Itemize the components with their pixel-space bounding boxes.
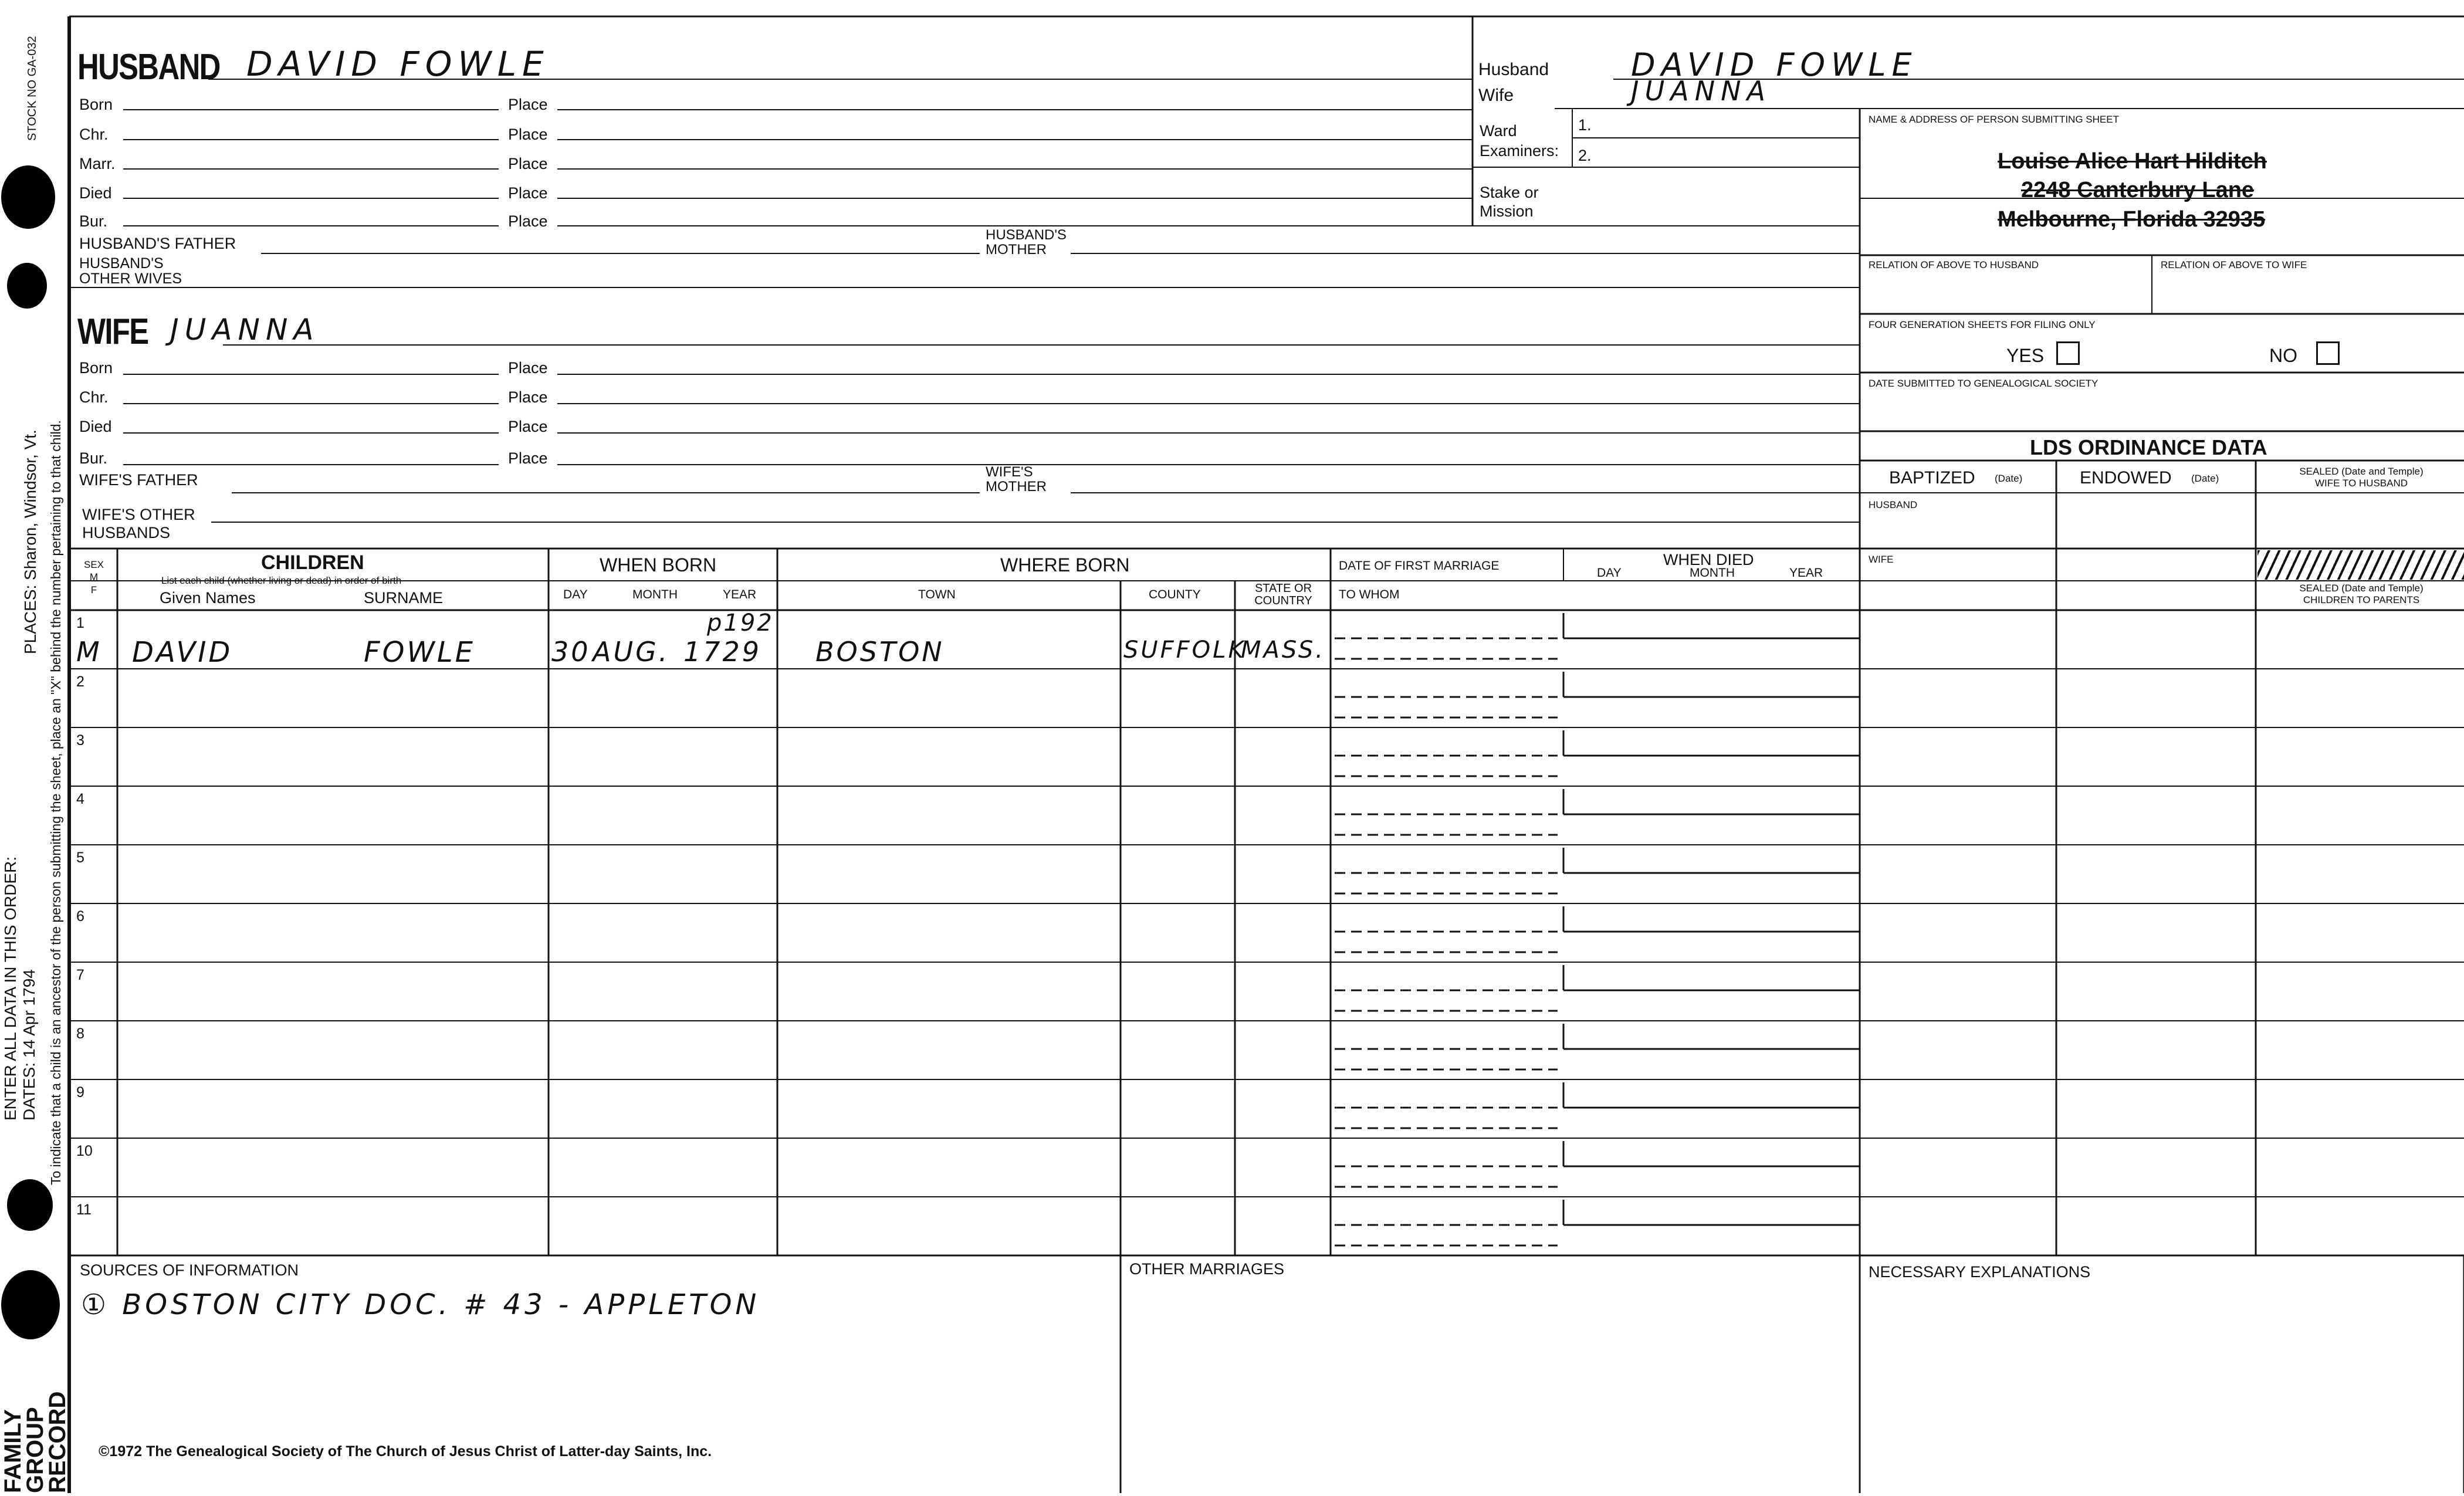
examiners-label: Examiners: — [1480, 142, 1559, 160]
died-day-header: DAY — [1597, 566, 1622, 580]
child-row-number: 3 — [76, 732, 84, 749]
husband-born-label: Born — [79, 96, 113, 113]
other-marriages-label: OTHER MARRIAGES — [1129, 1260, 1285, 1278]
child-birth-month[interactable]: AUG. — [593, 636, 670, 668]
town-header: TOWN — [918, 588, 956, 601]
binder-hole — [1, 1270, 60, 1339]
wife-place-label: Place — [508, 359, 548, 377]
binder-hole — [1, 165, 55, 229]
wife-heading: WIFE — [77, 312, 148, 352]
lds-baptized-date: (Date) — [1995, 473, 2023, 484]
to-whom-header: TO WHOM — [1339, 588, 1400, 601]
lds-endowed-date: (Date) — [2191, 473, 2219, 484]
child-birth-town[interactable]: BOSTON — [815, 636, 945, 668]
child-row-number: 7 — [76, 967, 84, 983]
tr-husband-label: Husband — [1478, 60, 1549, 79]
husband-other-wives-label: HUSBAND'S OTHER WIVES — [79, 255, 182, 287]
given-names-header: Given Names — [160, 589, 256, 607]
surname-header: SURNAME — [364, 589, 444, 607]
children-list-note: List each child (whether living or dead) in order of birth — [161, 575, 402, 586]
born-month-header: MONTH — [632, 588, 678, 601]
lds-endowed: ENDOWED — [2080, 468, 2172, 488]
husband-died-label: Died — [79, 184, 112, 202]
husband-place-label: Place — [508, 126, 548, 143]
lds-title: LDS ORDINANCE DATA — [2030, 435, 2267, 459]
husband-place-label: Place — [508, 96, 548, 113]
child-row-number: 1 — [76, 615, 84, 631]
county-header: COUNTY — [1149, 588, 1201, 601]
wife-chr-label: Chr. — [79, 388, 109, 406]
copyright-notice: ©1972 The Genealogical Society of The Church of Jesus Christ of Latter-day Saints, Inc. — [99, 1443, 712, 1460]
side-order-heading: ENTER ALL DATA IN THIS ORDER: — [1, 856, 19, 1121]
no-label: NO — [2269, 345, 2297, 366]
tr-wife-label: Wife — [1478, 86, 1514, 105]
stock-number: STOCK NO GA-032 — [26, 36, 39, 141]
side-places: PLACES: Sharon, Windsor, Vt. — [21, 429, 39, 654]
child-row-number: 6 — [76, 908, 84, 925]
ward-label: Ward — [1480, 122, 1517, 140]
husband-name[interactable]: DAVID FOWLE — [246, 44, 550, 84]
child-surname[interactable]: FOWLE — [364, 636, 475, 669]
lds-sealed-children: SEALED (Date and Temple) CHILDREN TO PARENTS — [2299, 583, 2424, 605]
tr-wife-value[interactable]: JUANNA — [1631, 75, 1771, 107]
where-born-header: WHERE BORN — [1000, 554, 1130, 576]
child-birth-year[interactable]: 1729 — [683, 636, 762, 668]
relation-husband-label: RELATION OF ABOVE TO HUSBAND — [1869, 259, 2039, 270]
submitter-label: NAME & ADDRESS OF PERSON SUBMITTING SHEET — [1869, 114, 2119, 125]
wife-born-label: Born — [79, 359, 113, 377]
child-row-number: 11 — [76, 1201, 92, 1218]
date-submitted-label: DATE SUBMITTED TO GENEALOGICAL SOCIETY — [1869, 378, 2099, 389]
first-marriage-header: DATE OF FIRST MARRIAGE — [1339, 559, 1500, 573]
child-row-number: 2 — [76, 673, 84, 690]
relation-wife-label: RELATION OF ABOVE TO WIFE — [2161, 259, 2307, 270]
sex-header: SEX M F — [83, 559, 104, 595]
stake-label: Stake or Mission — [1480, 184, 1539, 221]
sealed-hatch — [2257, 550, 2464, 580]
when-born-header: WHEN BORN — [600, 554, 717, 576]
husband-place-label: Place — [508, 212, 548, 230]
four-gen-label: FOUR GENERATION SHEETS FOR FILING ONLY — [1869, 319, 2096, 330]
child-birth-day[interactable]: 30 — [551, 636, 591, 668]
wife-bur-label: Bur. — [79, 449, 108, 467]
sources-label: SOURCES OF INFORMATION — [80, 1261, 299, 1279]
husband-mother-label: HUSBAND'S MOTHER — [986, 227, 1067, 258]
submitter-street[interactable]: 2248 Canterbury Lane — [2021, 178, 2255, 202]
submitter-city[interactable]: Melbourne, Florida 32935 — [1998, 207, 2266, 232]
husband-bur-label: Bur. — [79, 212, 108, 230]
binder-hole — [7, 1179, 53, 1231]
husband-chr-label: Chr. — [79, 126, 109, 143]
died-year-header: YEAR — [1789, 566, 1823, 580]
died-month-header: MONTH — [1690, 566, 1735, 580]
child-row-number: 4 — [76, 791, 84, 807]
wife-mother-label: WIFE'S MOTHER — [986, 464, 1047, 495]
necessary-explanations-label: NECESSARY EXPLANATIONS — [1869, 1263, 2091, 1281]
wife-died-label: Died — [79, 418, 112, 435]
husband-marr-label: Marr. — [79, 155, 116, 172]
wife-place-label: Place — [508, 449, 548, 467]
wife-place-label: Place — [508, 388, 548, 406]
tr-husband-value[interactable]: DAVID FOWLE — [1631, 46, 1918, 83]
no-checkbox[interactable] — [2316, 341, 2340, 365]
wife-place-label: Place — [508, 418, 548, 435]
examiner-2: 2. — [1578, 147, 1592, 164]
child-year-note[interactable]: p192 — [707, 610, 774, 637]
yes-label: YES — [2006, 345, 2045, 366]
child-row-number: 8 — [76, 1025, 84, 1042]
wife-other-husbands-label: WIFE'S OTHER HUSBANDS — [82, 506, 195, 542]
lds-baptized: BAPTIZED — [1889, 468, 1975, 488]
binder-hole — [7, 263, 47, 309]
form-title-record: RECORD — [45, 1391, 70, 1493]
husband-heading: HUSBAND — [77, 47, 220, 87]
child-row-number: 9 — [76, 1084, 84, 1101]
child-birth-county[interactable]: SUFFOLK — [1123, 637, 1246, 664]
wife-name[interactable]: JUANNA — [170, 313, 320, 347]
husband-place-label: Place — [508, 184, 548, 202]
child-sex[interactable]: M — [76, 636, 102, 668]
form-title-group: GROUP — [22, 1407, 48, 1493]
child-given-name[interactable]: DAVID — [132, 636, 233, 669]
lds-sealed-wife: SEALED (Date and Temple) WIFE TO HUSBAND — [2299, 466, 2424, 489]
when-died-header: WHEN DIED — [1663, 551, 1754, 568]
examiner-1: 1. — [1578, 116, 1592, 134]
side-order-dates: DATES: 14 Apr 1794 — [20, 969, 38, 1121]
child-row-number: 5 — [76, 849, 84, 866]
husband-place-label: Place — [508, 155, 548, 172]
child-row-number: 10 — [76, 1143, 93, 1159]
husband-father-label: HUSBAND'S FATHER — [79, 235, 236, 252]
born-day-header: DAY — [563, 588, 588, 601]
yes-checkbox[interactable] — [2056, 341, 2080, 365]
lds-husband-label: HUSBAND — [1869, 499, 1918, 510]
child-birth-state[interactable]: MASS. — [1241, 637, 1325, 664]
wife-father-label: WIFE'S FATHER — [79, 471, 198, 489]
children-header: CHILDREN — [261, 551, 364, 574]
sources-value[interactable]: ① BOSTON CITY DOC. # 43 - APPLETON — [81, 1288, 760, 1321]
state-header: STATE OR COUNTRY — [1254, 582, 1312, 607]
born-year-header: YEAR — [723, 588, 757, 601]
side-ancestor-note: To indicate that a child is an ancestor of the person submitting the sheet, place an "X" behind the number pertaining to that child. — [48, 420, 63, 1185]
submitter-name[interactable]: Louise Alice Hart Hilditch — [1998, 149, 2267, 174]
lds-wife-label: WIFE — [1869, 554, 1894, 565]
form-title-family: FAMILY — [0, 1409, 26, 1493]
